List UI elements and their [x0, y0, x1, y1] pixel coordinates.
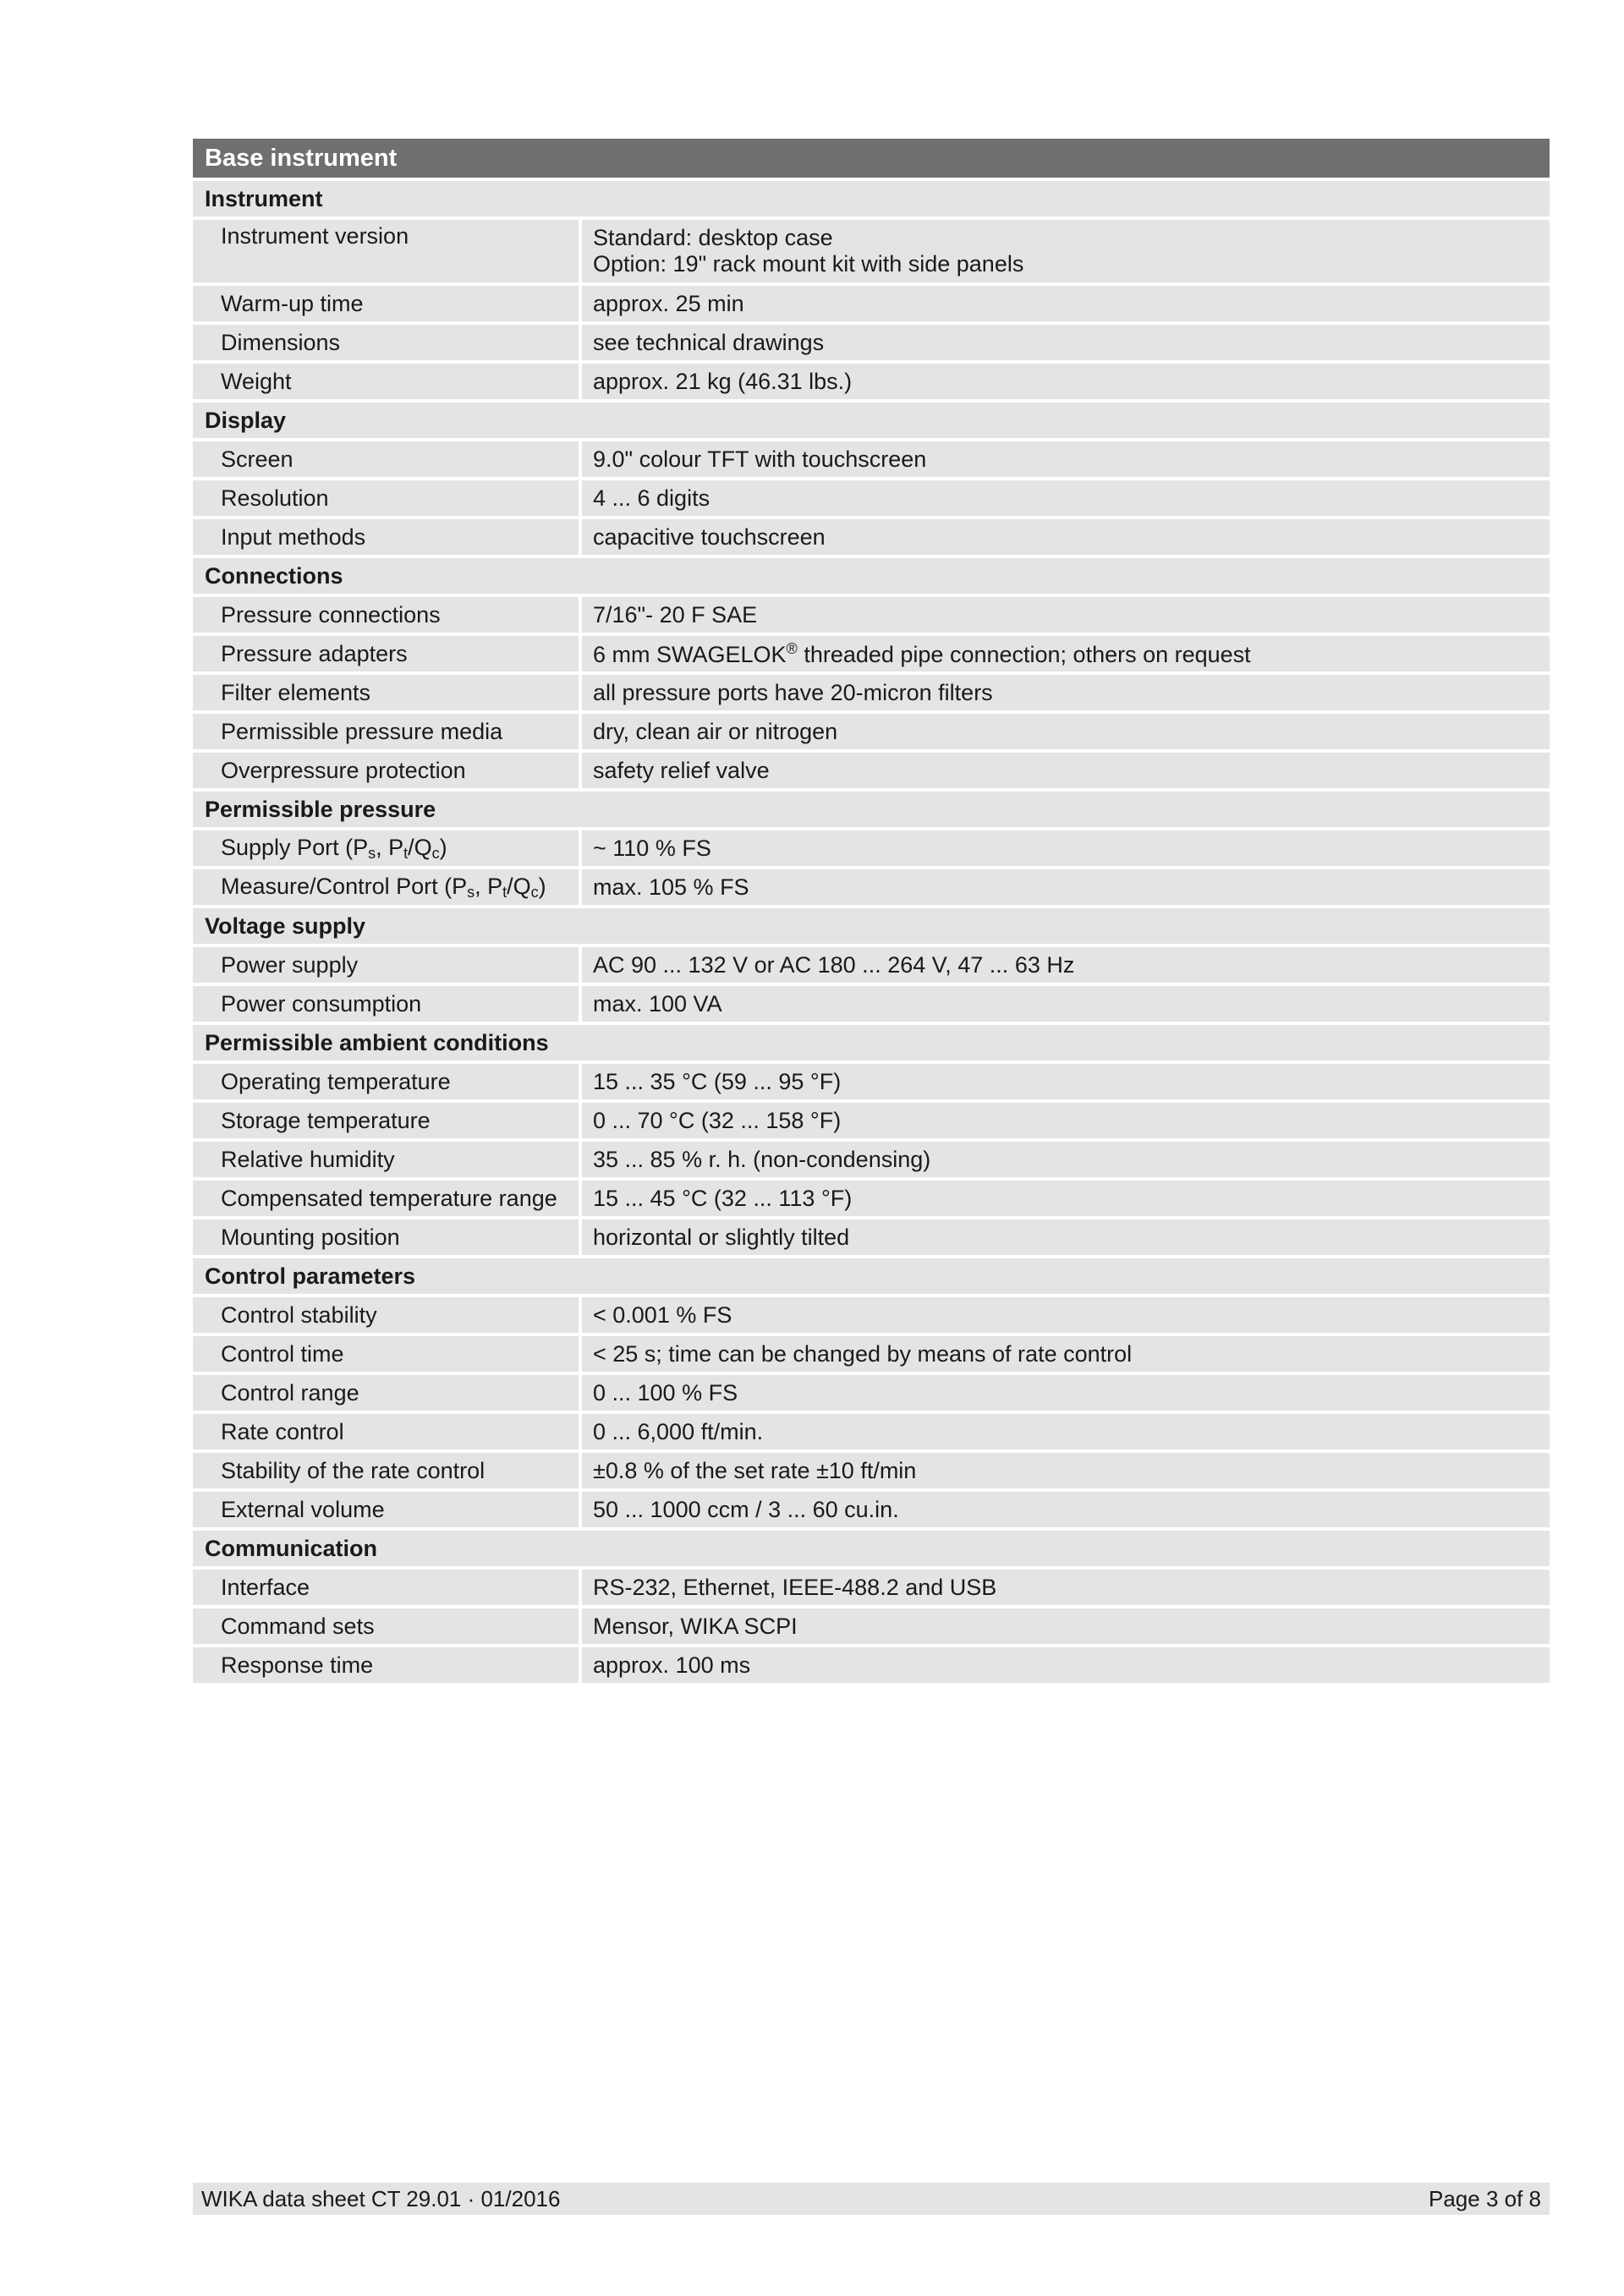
row-label: Pressure adapters	[193, 636, 579, 671]
value-part: threaded pipe connection; others on request	[797, 641, 1251, 667]
row-label: Storage temperature	[193, 1103, 579, 1138]
row-value: 0 ... 70 °C (32 ... 158 °F)	[582, 1103, 1550, 1138]
row-label: Response time	[193, 1647, 579, 1683]
row-label: Stability of the rate control	[193, 1453, 579, 1488]
row-value: 35 ... 85 % r. h. (non-condensing)	[582, 1142, 1550, 1177]
row-label: Dimensions	[193, 325, 579, 360]
label-part: , P	[376, 834, 404, 860]
table-row	[193, 480, 1550, 516]
row-label: Control stability	[193, 1297, 579, 1333]
row-value: 50 ... 1000 ccm / 3 ... 60 cu.in.	[582, 1492, 1550, 1527]
row-value: capacitive touchscreen	[582, 519, 1550, 555]
row-value: 15 ... 45 °C (32 ... 113 °F)	[582, 1181, 1550, 1216]
row-value: approx. 25 min	[582, 286, 1550, 321]
row-label	[193, 830, 579, 866]
row-label: Overpressure protection	[193, 753, 579, 788]
table-row	[193, 597, 1550, 633]
table-row	[193, 1219, 1550, 1255]
value-text	[593, 640, 1550, 668]
label-sub: c	[530, 883, 539, 901]
row-label: Warm-up time	[193, 286, 579, 321]
row-label: Control range	[193, 1375, 579, 1411]
table-row	[193, 1414, 1550, 1449]
row-value: max. 100 VA	[582, 986, 1550, 1022]
row-value: safety relief valve	[582, 753, 1550, 788]
registered-mark: ®	[786, 639, 798, 657]
table-row	[193, 1297, 1550, 1333]
table-title: Base instrument	[193, 139, 1550, 178]
table-row	[193, 714, 1550, 749]
row-label: Power consumption	[193, 986, 579, 1022]
table-row	[193, 1103, 1550, 1138]
section-heading: Connections	[193, 558, 1550, 594]
table-row	[193, 286, 1550, 321]
row-label: Compensated temperature range	[193, 1181, 579, 1216]
row-label: Instrument version	[193, 220, 579, 282]
row-value: 9.0" colour TFT with touchscreen	[582, 441, 1550, 477]
row-label	[193, 869, 579, 905]
row-value: dry, clean air or nitrogen	[582, 714, 1550, 749]
row-value: < 0.001 % FS	[582, 1297, 1550, 1333]
table-row	[193, 1608, 1550, 1644]
table-row	[193, 1064, 1550, 1099]
section-heading: Control parameters	[193, 1258, 1550, 1294]
row-label: Power supply	[193, 947, 579, 983]
label-sub: t	[502, 883, 508, 901]
row-label: Weight	[193, 364, 579, 399]
section-heading: Permissible pressure	[193, 792, 1550, 827]
table-row	[193, 325, 1550, 360]
table-row	[193, 364, 1550, 399]
table-row	[193, 441, 1550, 477]
label-part: /Q	[507, 873, 531, 899]
section-heading: Display	[193, 403, 1550, 438]
row-value: AC 90 ... 132 V or AC 180 ... 264 V, 47 ... 63 Hz	[582, 947, 1550, 983]
label-part: /Q	[408, 834, 432, 860]
table-row	[193, 753, 1550, 788]
table-row	[193, 675, 1550, 710]
page-footer	[193, 2183, 1550, 2215]
table-row	[193, 947, 1550, 983]
label-part: )	[538, 873, 546, 899]
row-value: horizontal or slightly tilted	[582, 1219, 1550, 1255]
row-value: approx. 21 kg (46.31 lbs.)	[582, 364, 1550, 399]
row-label: Command sets	[193, 1608, 579, 1644]
table-row	[193, 1570, 1550, 1605]
label-part: Measure/Control Port (P	[221, 873, 468, 899]
section-heading: Instrument	[193, 181, 1550, 216]
footer-datasheet-id: WIKA data sheet CT 29.01 · 01/2016	[201, 2185, 561, 2211]
row-value: 0 ... 100 % FS	[582, 1375, 1550, 1411]
label-sub: s	[467, 883, 475, 901]
row-label: Relative humidity	[193, 1142, 579, 1177]
label-sub: c	[431, 844, 440, 862]
row-value: RS-232, Ethernet, IEEE-488.2 and USB	[582, 1570, 1550, 1605]
table-row	[193, 1375, 1550, 1411]
row-value: 0 ... 6,000 ft/min.	[582, 1414, 1550, 1449]
spec-table	[193, 139, 1550, 1683]
row-value: see technical drawings	[582, 325, 1550, 360]
row-value	[582, 636, 1550, 671]
table-row	[193, 1336, 1550, 1372]
table-row	[193, 1181, 1550, 1216]
table-row	[193, 1453, 1550, 1488]
table-row	[193, 519, 1550, 555]
row-label: Resolution	[193, 480, 579, 516]
value-line: Standard: desktop case	[593, 225, 833, 250]
row-value: 15 ... 35 °C (59 ... 95 °F)	[582, 1064, 1550, 1099]
table-row	[193, 1647, 1550, 1683]
row-value: ±0.8 % of the set rate ±10 ft/min	[582, 1453, 1550, 1488]
table-row	[193, 986, 1550, 1022]
section-heading: Permissible ambient conditions	[193, 1025, 1550, 1060]
row-label: Input methods	[193, 519, 579, 555]
value-line: Option: 19" rack mount kit with side panels	[593, 251, 1024, 277]
row-label: Filter elements	[193, 675, 579, 710]
row-label: Interface	[193, 1570, 579, 1605]
row-label: Rate control	[193, 1414, 579, 1449]
label-sub: t	[403, 844, 409, 862]
row-value: 7/16"- 20 F SAE	[582, 597, 1550, 633]
row-label: Permissible pressure media	[193, 714, 579, 749]
row-value: ~ 110 % FS	[582, 830, 1550, 866]
row-label: Operating temperature	[193, 1064, 579, 1099]
row-value: < 25 s; time can be changed by means of rate control	[582, 1336, 1550, 1372]
row-value: Mensor, WIKA SCPI	[582, 1608, 1550, 1644]
row-value: 4 ... 6 digits	[582, 480, 1550, 516]
row-label: Mounting position	[193, 1219, 579, 1255]
table-row	[193, 636, 1550, 671]
label-part: , P	[475, 873, 503, 899]
value-part: 6 mm SWAGELOK	[593, 641, 787, 667]
row-value: approx. 100 ms	[582, 1647, 1550, 1683]
row-label: Screen	[193, 441, 579, 477]
footer-page-number: Page 3 of 8	[1429, 2185, 1541, 2211]
table-row	[193, 1492, 1550, 1527]
table-row	[193, 1142, 1550, 1177]
row-value: all pressure ports have 20-micron filters	[582, 675, 1550, 710]
section-heading: Communication	[193, 1531, 1550, 1566]
table-row	[193, 830, 1550, 866]
label-part: )	[439, 834, 447, 860]
label-sub: s	[368, 844, 376, 862]
row-value: max. 105 % FS	[582, 869, 1550, 905]
row-value	[582, 220, 1550, 282]
row-label: Control time	[193, 1336, 579, 1372]
section-heading: Voltage supply	[193, 908, 1550, 944]
table-row	[193, 869, 1550, 905]
row-label: Pressure connections	[193, 597, 579, 633]
label-part: Supply Port (P	[221, 834, 369, 860]
row-label: External volume	[193, 1492, 579, 1527]
table-row	[193, 220, 1550, 282]
